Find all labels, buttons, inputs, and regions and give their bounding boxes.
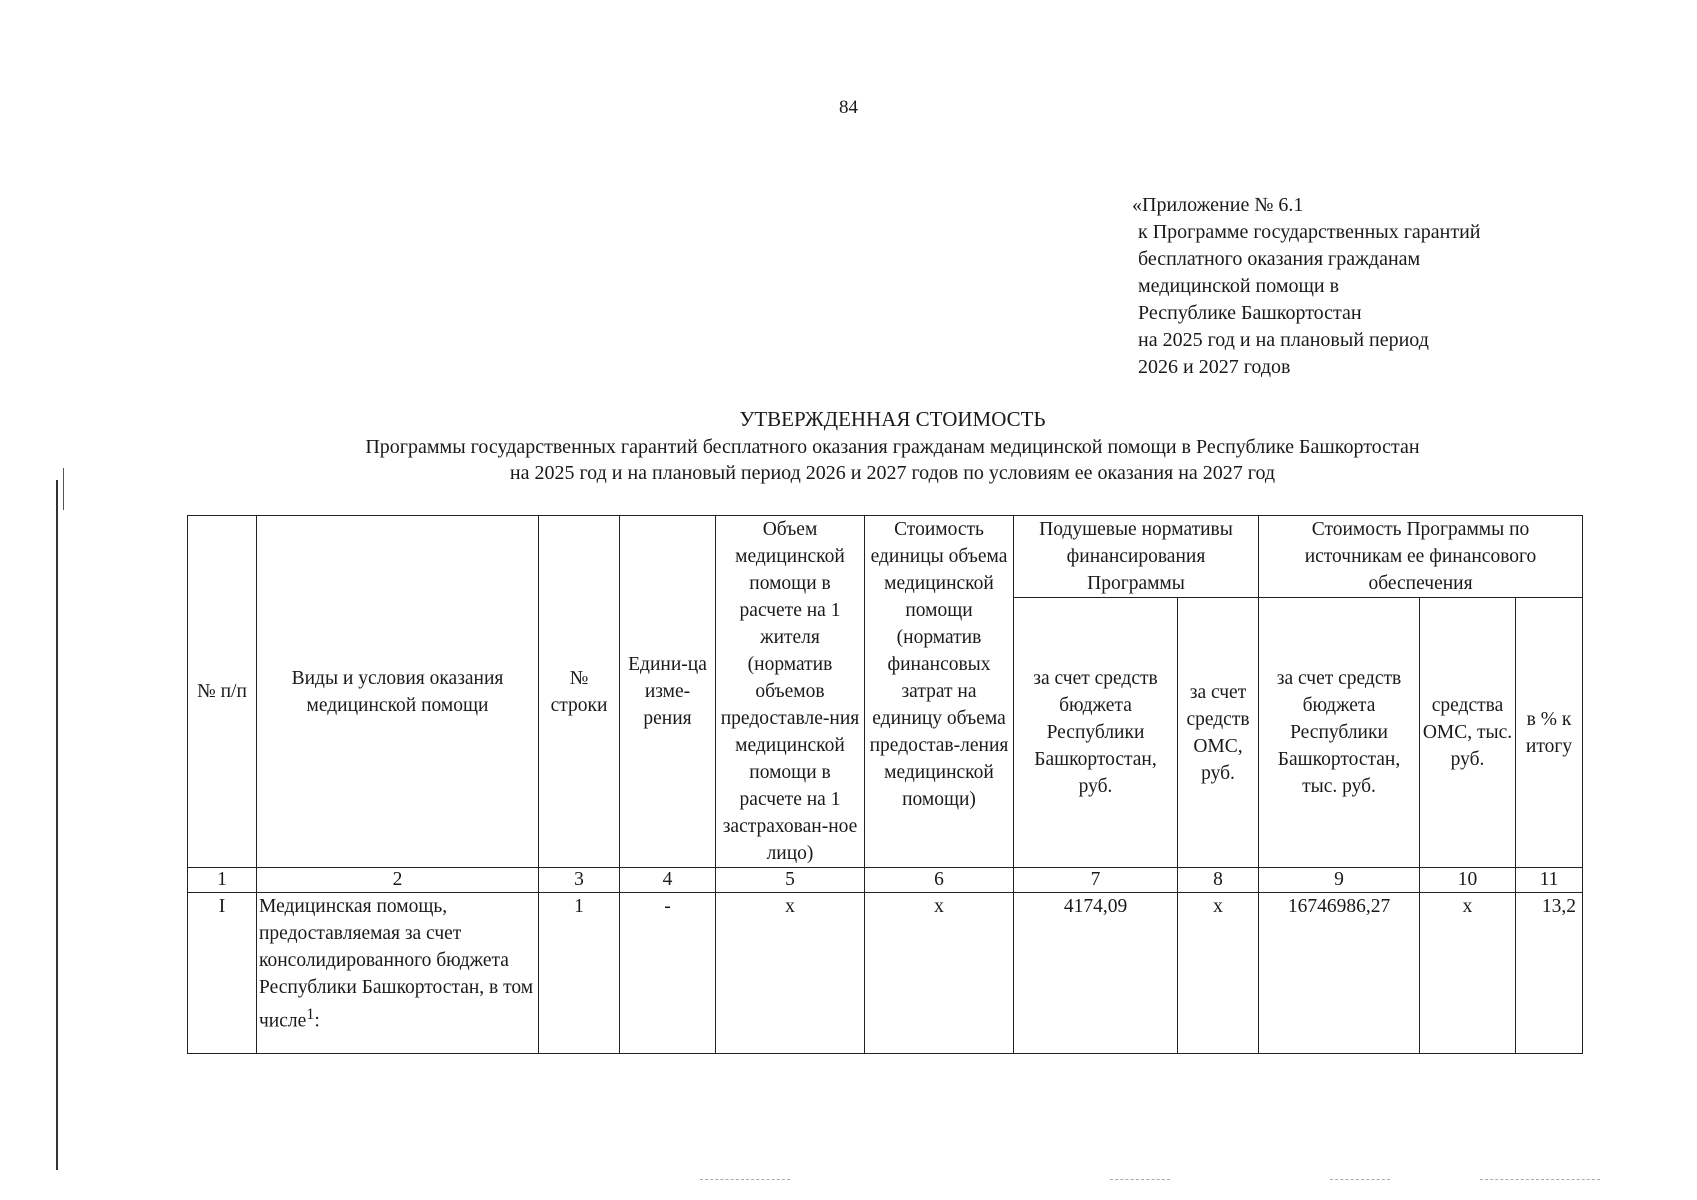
annex-line: Республике Башкортостан	[1138, 302, 1362, 324]
annex-line: бесплатного оказания гражданам	[1138, 248, 1421, 270]
cell-kind-suffix: :	[314, 1010, 320, 1032]
header-unit-cost: Стоимость единицы объема медицинской помощи (норматив финансовых затрат на единицу объема предостав-ления медицинской помощи)	[865, 516, 1014, 868]
column-number: 6	[865, 868, 1014, 893]
column-number: 1	[188, 868, 257, 893]
cost-table	[187, 515, 1583, 1054]
column-numbers-row	[188, 868, 1583, 893]
cell-cost-oms: х	[1420, 893, 1516, 1054]
cell-num: I	[188, 893, 257, 1054]
cell-per-capita-oms: х	[1178, 893, 1259, 1054]
column-number: 3	[539, 868, 620, 893]
column-number: 4	[620, 868, 716, 893]
footnote-mark: 1	[306, 1005, 315, 1023]
cell-unit: -	[620, 893, 716, 1054]
scan-artifact	[1330, 1179, 1390, 1180]
scan-margin-tick	[63, 468, 64, 510]
scan-artifact	[1110, 1179, 1170, 1180]
scan-artifact	[1480, 1179, 1600, 1180]
annex-line: на 2025 год и на плановый период	[1138, 329, 1429, 351]
document-subtitle	[0, 434, 1697, 486]
column-number: 7	[1014, 868, 1178, 893]
column-number: 8	[1178, 868, 1259, 893]
annex-line: медицинской помощи в	[1138, 275, 1340, 297]
header-cost-budget: за счет средств бюджета Республики Башкортостан, тыс. руб.	[1259, 598, 1420, 868]
cell-cost-budget: 16746986,27	[1259, 893, 1420, 1054]
subtitle-line: на 2025 год и на плановый период 2026 и 2027 годов по условиям ее оказания на 2027 год	[509, 462, 1276, 484]
document-title: УТВЕРЖДЕННАЯ СТОИМОСТЬ	[739, 407, 1046, 431]
header-cost-pct: в % к итогу	[1516, 598, 1583, 868]
header-num: № п/п	[188, 516, 257, 868]
column-number: 2	[257, 868, 539, 893]
header-row-num: № строки	[539, 516, 620, 868]
scan-margin-line	[56, 480, 58, 1170]
cell-cost-pct: 13,2	[1516, 893, 1583, 1054]
annex-line: 2026 и 2027 годов	[1138, 356, 1291, 378]
header-kinds: Виды и условия оказания медицинской помощи	[257, 516, 539, 868]
header-per-capita-group: Подушевые нормативы финансирования Программы	[1014, 516, 1259, 598]
header-cost-oms: средства ОМС, тыс. руб.	[1420, 598, 1516, 868]
cell-per-capita-budget: 4174,09	[1014, 893, 1178, 1054]
cell-row-num: 1	[539, 893, 620, 1054]
cell-kind-text: Медицинская помощь, предоставляемая за счет консолидированного бюджета Республики Башкортостан, в том числе	[259, 896, 534, 1032]
cell-kind	[257, 893, 539, 1054]
page-number: 84	[839, 97, 858, 118]
annex-line: «Приложение № 6.1	[1132, 194, 1304, 216]
scan-artifact	[700, 1179, 790, 1180]
table-row	[188, 893, 1583, 1054]
header-row	[188, 516, 1583, 598]
header-cost-group: Стоимость Программы по источникам ее финансового обеспечения	[1259, 516, 1583, 598]
annex-line: к Программе государственных гарантий	[1138, 221, 1481, 243]
header-per-capita-oms: за счет средств ОМС, руб.	[1178, 598, 1259, 868]
header-unit: Едини-ца изме-рения	[620, 516, 716, 868]
column-number: 10	[1420, 868, 1516, 893]
column-number: 5	[716, 868, 865, 893]
cell-unit-cost: х	[865, 893, 1014, 1054]
subtitle-line: Программы государственных гарантий бесплатного оказания гражданам медицинской помощи в Республике Башкортостан	[365, 436, 1420, 458]
cell-volume: х	[716, 893, 865, 1054]
header-volume: Объем медицинской помощи в расчете на 1 жителя (норматив объемов предоставле-ния медицинской помощи в расчете на 1 застрахован-ное лицо)	[716, 516, 865, 868]
header-per-capita-budget: за счет средств бюджета Республики Башкортостан, руб.	[1014, 598, 1178, 868]
column-number: 9	[1259, 868, 1420, 893]
column-number: 11	[1516, 868, 1583, 893]
annex-block	[1132, 192, 1481, 381]
